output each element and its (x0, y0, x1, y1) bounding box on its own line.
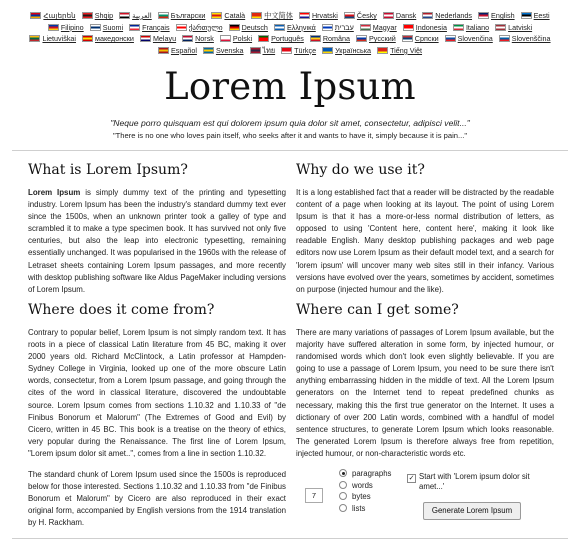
language-link[interactable] (377, 45, 422, 57)
language-link[interactable] (82, 33, 134, 45)
flag-icon (158, 12, 169, 19)
language-label[interactable]: Hrvatski (311, 11, 338, 20)
language-label[interactable]: Româna (322, 34, 351, 44)
flag-icon (422, 12, 433, 19)
flag-icon (281, 47, 292, 54)
language-label[interactable]: Pyccкий (369, 34, 396, 44)
language-label[interactable]: Slovenčina (457, 34, 493, 44)
amount-input[interactable]: 7 (305, 488, 323, 503)
language-label[interactable]: Polski (232, 34, 253, 44)
language-link[interactable] (220, 33, 252, 45)
language-label[interactable]: English (491, 11, 515, 20)
section-where-from (28, 302, 286, 530)
language-link[interactable] (322, 45, 371, 57)
flag-icon (82, 35, 93, 42)
flag-icon (129, 24, 140, 31)
language-link[interactable] (90, 22, 123, 34)
language-label[interactable]: Українська (335, 45, 372, 55)
start-with-checkbox[interactable]: ✓ (408, 475, 415, 482)
section-text: is simply dummy text of the printing and typesetting industry. Lorem Ipsum has been the industry's standard dummy text ever since the 1500s, when an unknown printer took a galley of type and scrambled it to make a type specimen book. It has survived not only five centuries, but also the leap into electronic typesetting, remaining essentially unchanged. It was popularised in the 1960s with the release of Letraset sheets containing Lorem Ipsum passages, and more recently with desktop publishing software like Aldus PageMaker including versions of Lorem Ipsum. (28, 188, 286, 294)
quote-translation: "There is no one who loves pain itself, who seeks after it and wants to have it, simply because it is pain..." (112, 131, 468, 140)
flag-icon (344, 12, 355, 19)
flag-icon (499, 35, 510, 42)
section-body: It is a long established fact that a reader will be distracted by the readable content of a page when looking at its layout. The point of using Lorem Ipsum is that it has a more-or-less normal distribution of letters, as opposed to using 'Content here, content here', making it look like readable English. Many desktop publishing packages and web page editors now use Lorem Ipsum as their default model text, and a search for 'lorem ipsum' will uncover many web sites still in their infancy. Various versions have evolved over the years, sometimes by accident, sometimes on purpose (injected humour and the like). (296, 188, 554, 294)
section-heading: Why do we use it? (296, 162, 425, 178)
language-label[interactable]: ไทย (262, 45, 276, 55)
flag-icon (403, 24, 414, 31)
unit-radio-group (339, 468, 391, 514)
flag-icon (90, 24, 101, 31)
language-label[interactable]: македонски (95, 34, 134, 44)
language-link[interactable] (250, 45, 276, 57)
language-label[interactable]: Shqip (94, 11, 114, 20)
language-label[interactable]: Nederlands (435, 11, 473, 20)
bottom-divider (12, 538, 568, 539)
language-label[interactable]: Türkçe (294, 45, 317, 55)
language-label[interactable]: Česky (356, 11, 377, 20)
language-label[interactable]: Tiếng Việt (390, 45, 423, 55)
language-link[interactable] (82, 10, 113, 22)
language-label[interactable]: Suomi (102, 22, 124, 32)
flag-icon (299, 12, 310, 19)
language-label[interactable]: Svenska (215, 45, 244, 55)
flag-icon (203, 47, 214, 54)
section-heading: Where does it come from? (28, 302, 215, 318)
language-label[interactable]: Magyar (372, 22, 397, 32)
language-link[interactable] (158, 10, 206, 22)
language-label[interactable]: Dansk (395, 11, 417, 20)
section-body: Contrary to popular belief, Lorem Ipsum is not simply random text. It has roots in a piece of classical Latin literature from 45 BC, making it over 2000 years old. Richard McClintock, a Latin professor at Hampden-Sydney College in Virginia, looked up one of the more obscure Latin words, consectetur, from a Lorem Ipsum passage, and going through the cites of the word in classical literature, discovered the undoubtable source. Lorem Ipsum comes from sections 1.10.32 and 1.10.33 of "de Finibus Bonorum et Malorum" (The Extremes of Good and Evil) by Cicero, written in 45 BC. This book is a treatise on the theory of ethics, very popular during the Renaissance. The first line of Lorem Ipsum, "Lorem ipsum dolor sit amet..", comes from a line in section 1.10.32. (28, 328, 286, 458)
flag-icon (30, 12, 41, 19)
language-link[interactable] (29, 33, 76, 45)
flag-icon (182, 35, 193, 42)
flag-icon (377, 47, 388, 54)
page-title: Lorem Ipsum (164, 65, 416, 108)
flag-icon (478, 12, 489, 19)
radio-label: lists (352, 503, 366, 513)
language-link[interactable] (310, 33, 350, 45)
language-link[interactable] (30, 10, 75, 22)
language-link[interactable] (495, 22, 532, 34)
flag-icon (521, 12, 532, 19)
language-label[interactable]: Italiano (465, 22, 490, 32)
language-label[interactable]: עברית (334, 22, 354, 32)
language-link[interactable] (251, 10, 293, 22)
language-label[interactable]: Български (170, 11, 206, 20)
unit-radio[interactable] (339, 480, 391, 492)
section-body-2: The standard chunk of Lorem Ipsum used since the 1500s is reproduced below for those interested. Sections 1.10.32 and 1.10.33 from "de Finibus Bonorum et Malorum" by Cicero are also reproduced in their exact original form, accompanied by English versions from the 1914 translation by H. Rackham. (28, 470, 286, 528)
flag-icon (48, 24, 59, 31)
section-heading: Where can I get some? (296, 302, 459, 318)
language-link[interactable] (356, 33, 396, 45)
flag-icon (356, 35, 367, 42)
radio-icon[interactable] (339, 492, 347, 500)
latin-quote: "Neque porro quisquam est qui dolorem ipsum quia dolor sit amet, consectetur, adipisci velit..." (110, 118, 470, 128)
flag-icon (119, 12, 130, 19)
radio-label: words (352, 480, 373, 490)
section-what (28, 162, 286, 296)
generator-form (297, 468, 557, 528)
flag-icon (176, 24, 187, 31)
radio-icon[interactable] (339, 469, 347, 477)
flag-icon (251, 12, 262, 19)
language-link[interactable] (322, 22, 354, 34)
language-label[interactable]: Norsk (195, 34, 214, 44)
language-bar (24, 10, 556, 56)
unit-radio[interactable] (339, 503, 391, 515)
flag-icon (211, 12, 222, 19)
language-label[interactable]: Eesti (533, 11, 550, 20)
section-heading: What is Lorem Ipsum? (28, 162, 188, 178)
flag-icon (310, 35, 321, 42)
language-link[interactable] (274, 22, 316, 34)
language-link[interactable] (299, 10, 338, 22)
flag-icon (322, 47, 333, 54)
flag-icon (158, 47, 169, 54)
section-why (296, 162, 554, 296)
language-link[interactable] (211, 10, 245, 22)
language-link[interactable] (478, 10, 515, 22)
language-link[interactable] (402, 33, 439, 45)
flag-icon (274, 24, 285, 31)
language-label[interactable]: Português (271, 34, 304, 44)
flag-icon (383, 12, 394, 19)
language-label[interactable]: Melayu (152, 34, 177, 44)
language-link[interactable] (48, 22, 84, 34)
unit-radio[interactable] (339, 491, 391, 503)
flag-icon (453, 24, 464, 31)
generate-button[interactable]: Generate Lorem Ipsum (423, 502, 521, 520)
language-label[interactable]: ქართული (188, 22, 223, 32)
language-label[interactable]: Español (170, 45, 197, 55)
language-link[interactable] (119, 10, 152, 22)
flag-icon (495, 24, 506, 31)
language-link[interactable] (453, 22, 489, 34)
flag-icon (82, 12, 93, 19)
start-with-label: Start with 'Lorem ipsum dolor sit amet...' (419, 472, 530, 491)
flag-icon (445, 35, 456, 42)
section-where-get (296, 302, 554, 460)
language-label[interactable]: Français (142, 22, 170, 32)
language-label[interactable]: Հայերեն (43, 11, 76, 20)
language-link[interactable] (499, 33, 551, 45)
language-label[interactable]: العربية (132, 11, 152, 20)
flag-icon (229, 24, 240, 31)
language-link[interactable] (140, 33, 176, 45)
flag-icon (250, 47, 261, 54)
language-label[interactable]: Latviski (508, 22, 533, 32)
language-link[interactable] (176, 22, 223, 34)
language-link[interactable] (182, 33, 214, 45)
flag-icon (140, 35, 151, 42)
flag-icon (402, 35, 413, 42)
radio-label: bytes (352, 492, 371, 501)
flag-icon (322, 24, 333, 31)
unit-radio[interactable] (339, 468, 391, 480)
top-divider (12, 150, 568, 151)
language-label[interactable]: 中文简体 (264, 11, 293, 20)
language-label[interactable]: Filipino (60, 22, 84, 32)
language-link[interactable] (422, 10, 472, 22)
language-link[interactable] (344, 10, 377, 22)
language-label[interactable]: Slovenščina (511, 34, 551, 44)
flag-icon (360, 24, 371, 31)
section-body: There are many variations of passages of Lorem Ipsum available, but the majority have suffered alteration in some form, by injected humour, or randomised words which don't look even slightly believable. If you are going to use a passage of Lorem Ipsum, you need to be sure there isn't anything embarrassing hidden in the middle of text. All the Lorem Ipsum generators on the Internet tend to repeat predefined chunks as necessary, making this the first true generator on the Internet. It uses a dictionary of over 200 Latin words, combined with a handful of model sentence structures, to generate Lorem Ipsum which looks reasonable. The generated Lorem Ipsum is therefore always free from repetition, injected humour, or non-characteristic words etc. (296, 328, 554, 458)
flag-icon (220, 35, 231, 42)
language-link[interactable] (281, 45, 316, 57)
language-link[interactable] (403, 22, 447, 34)
language-link[interactable] (445, 33, 493, 45)
lead-term: Lorem Ipsum (28, 188, 81, 197)
language-link[interactable] (521, 10, 550, 22)
language-link[interactable] (360, 22, 397, 34)
language-link[interactable] (129, 22, 170, 34)
language-label[interactable]: Deutsch (241, 22, 268, 32)
language-label[interactable]: Српски (414, 34, 439, 44)
language-link[interactable] (158, 45, 197, 57)
language-label[interactable]: Ελληνικά (286, 22, 316, 32)
language-link[interactable] (383, 10, 416, 22)
flag-icon (29, 35, 40, 42)
language-link[interactable] (229, 22, 268, 34)
radio-icon[interactable] (339, 504, 347, 512)
language-label[interactable]: Català (224, 11, 246, 20)
language-link[interactable] (203, 45, 244, 57)
language-label[interactable]: Lietuviškai (42, 34, 77, 44)
radio-icon[interactable] (339, 481, 347, 489)
language-link[interactable] (258, 33, 304, 45)
flag-icon (258, 35, 269, 42)
language-label[interactable]: Indonesia (415, 22, 447, 32)
section-body (28, 187, 286, 296)
radio-label: paragraphs (352, 469, 392, 478)
